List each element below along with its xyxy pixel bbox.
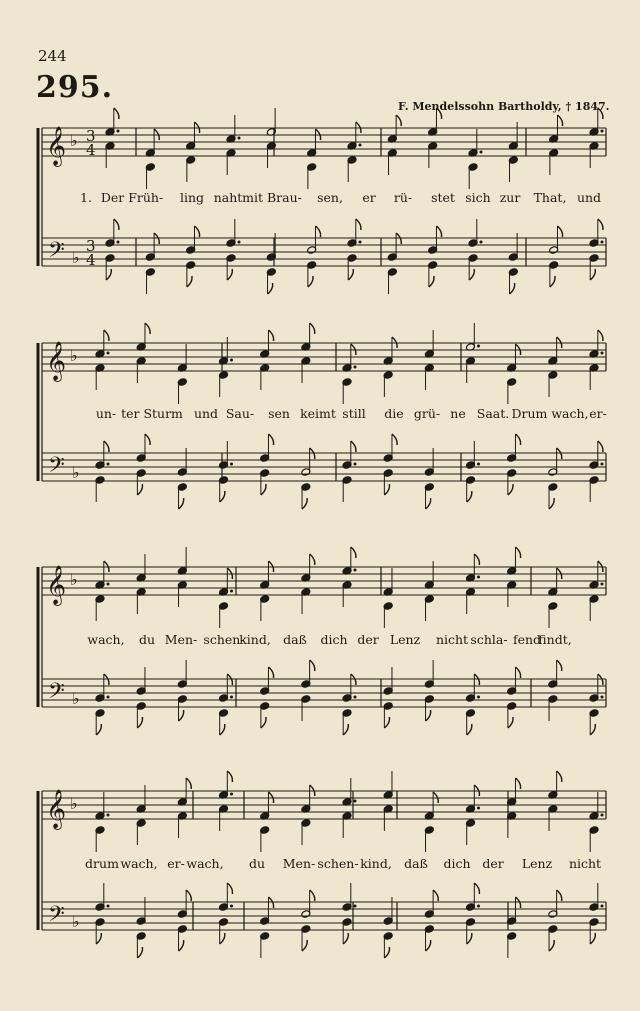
note-flag xyxy=(549,498,554,509)
note-flag xyxy=(426,710,431,721)
augmentation-dot xyxy=(354,366,357,369)
note-flag xyxy=(227,771,232,782)
note-flag xyxy=(268,434,273,445)
note-flag xyxy=(426,498,431,509)
bass-clef: 𝄢 xyxy=(48,238,65,268)
note-flag xyxy=(508,484,513,495)
note-flag xyxy=(106,269,111,280)
note-flag xyxy=(557,660,562,671)
note-flag xyxy=(467,491,472,502)
note-flag xyxy=(220,933,225,944)
note-flag xyxy=(187,276,192,287)
note-flag xyxy=(310,660,315,671)
note-flag xyxy=(268,667,273,678)
note-flag xyxy=(268,283,273,294)
augmentation-dot xyxy=(107,463,110,466)
note-flag xyxy=(467,933,472,944)
note-flag xyxy=(590,933,595,944)
key-signature-flat: ♭ xyxy=(72,248,80,267)
note-flag xyxy=(557,771,562,782)
augmentation-dot xyxy=(238,241,241,244)
augmentation-dot xyxy=(601,130,604,133)
note-flag xyxy=(227,269,232,280)
lyric-syllable: dich xyxy=(320,632,348,647)
note-flag xyxy=(261,484,266,495)
lyric-syllable: drum xyxy=(85,856,119,871)
lyric-syllable: wach, xyxy=(186,856,224,871)
lyric-syllable: ne xyxy=(450,406,466,421)
augmentation-dot xyxy=(354,569,357,572)
lyric-syllable: Lenz xyxy=(389,632,421,647)
augmentation-dot xyxy=(477,696,480,699)
augmentation-dot xyxy=(230,463,233,466)
lyric-syllable: fend xyxy=(512,632,542,647)
lyric-line-3 xyxy=(0,632,640,650)
lyric-syllable: Der Früh- xyxy=(100,190,164,205)
note-flag xyxy=(137,947,142,958)
lyric-syllable: er xyxy=(362,190,376,205)
note-flag xyxy=(302,498,307,509)
lyric-syllable: kind, xyxy=(239,632,271,647)
note-flag xyxy=(392,434,397,445)
note-flag xyxy=(179,940,184,951)
bass-clef: 𝄢 xyxy=(48,453,65,483)
lyric-syllable: nicht xyxy=(568,856,602,871)
note-flag xyxy=(515,667,520,678)
lyric-syllable: er- xyxy=(167,856,185,871)
augmentation-dot xyxy=(477,905,480,908)
note-flag xyxy=(302,940,307,951)
note-flag xyxy=(515,778,520,789)
note-flag xyxy=(179,498,184,509)
augmentation-dot xyxy=(117,241,120,244)
augmentation-dot xyxy=(354,800,357,803)
note-flag xyxy=(433,890,438,901)
note-flag xyxy=(310,323,315,334)
note-flag xyxy=(96,724,101,735)
note-flag xyxy=(343,724,348,735)
augmentation-dot xyxy=(230,590,233,593)
composer-credit: F. Mendelssohn Bartholdy, † 1847. xyxy=(398,100,610,113)
lyric-syllable: keimt xyxy=(300,406,336,421)
augmentation-dot xyxy=(480,241,483,244)
lyric-syllable: sen, xyxy=(317,190,343,205)
lyric-syllable: kind, xyxy=(360,856,392,871)
augmentation-dot xyxy=(107,814,110,817)
note-flag xyxy=(474,883,479,894)
augmentation-dot xyxy=(477,345,480,348)
note-flag xyxy=(557,226,562,237)
lyric-syllable: daß xyxy=(404,856,428,871)
augmentation-dot xyxy=(477,463,480,466)
lyric-syllable: Men- xyxy=(282,856,316,871)
lyric-syllable: schen- xyxy=(317,856,359,871)
note-flag xyxy=(104,330,109,341)
augmentation-dot xyxy=(107,352,110,355)
time-signature-bottom: 4 xyxy=(86,251,96,269)
note-flag xyxy=(467,724,472,735)
lyric-syllable: sen xyxy=(268,406,290,421)
lyric-syllable: naht xyxy=(213,190,243,205)
augmentation-dot xyxy=(117,130,120,133)
lyric-syllable: schen- xyxy=(203,632,245,647)
lyric-syllable: wach, xyxy=(120,856,158,871)
augmentation-dot xyxy=(359,144,362,147)
lyric-syllable: grü- xyxy=(413,406,441,421)
lyric-syllable: wach, xyxy=(87,632,125,647)
note-flag xyxy=(598,330,603,341)
hymn-number: 295. xyxy=(36,70,114,105)
note-flag xyxy=(145,434,150,445)
lyric-syllable: nicht xyxy=(435,632,469,647)
note-flag xyxy=(436,108,441,119)
lyric-syllable: und xyxy=(576,190,602,205)
note-flag xyxy=(179,710,184,721)
augmentation-dot xyxy=(359,241,362,244)
note-flag xyxy=(348,269,353,280)
lyric-syllable: still xyxy=(342,406,366,421)
augmentation-dot xyxy=(238,137,241,140)
lyric-syllable: du xyxy=(248,856,266,871)
lyric-syllable: der xyxy=(482,856,504,871)
augmentation-dot xyxy=(230,793,233,796)
note-flag xyxy=(308,276,313,287)
note-flag xyxy=(194,226,199,237)
augmentation-dot xyxy=(601,905,604,908)
lyric-syllable: Saat. xyxy=(476,406,510,421)
note-flag xyxy=(343,933,348,944)
note-flag xyxy=(220,491,225,502)
note-flag xyxy=(351,441,356,452)
augmentation-dot xyxy=(354,463,357,466)
note-flag xyxy=(396,115,401,126)
lyric-syllable: er- xyxy=(589,406,607,421)
augmentation-dot xyxy=(107,583,110,586)
augmentation-dot xyxy=(601,696,604,699)
note-flag xyxy=(220,724,225,735)
lyric-line-2 xyxy=(0,406,640,424)
augmentation-dot xyxy=(601,814,604,817)
lyric-syllable: ling xyxy=(179,190,205,205)
key-signature-flat: ♭ xyxy=(72,912,80,931)
note-flag xyxy=(515,434,520,445)
lyric-line-4 xyxy=(0,856,640,874)
augmentation-dot xyxy=(480,151,483,154)
note-flag xyxy=(315,226,320,237)
note-flag xyxy=(384,717,389,728)
note-flag xyxy=(474,554,479,565)
key-signature-flat: ♭ xyxy=(70,131,78,150)
note-flag xyxy=(598,219,603,230)
augmentation-dot xyxy=(601,352,604,355)
note-flag xyxy=(104,441,109,452)
note-flag xyxy=(145,323,150,334)
note-flag xyxy=(261,717,266,728)
time-signature-bottom: 4 xyxy=(86,141,96,159)
lyric-syllable: stet xyxy=(431,190,455,205)
note-flag xyxy=(515,547,520,558)
lyric-syllable: daß xyxy=(283,632,307,647)
treble-clef: 𝄞 xyxy=(46,126,67,166)
note-flag xyxy=(436,226,441,237)
key-signature-flat: ♭ xyxy=(70,346,78,365)
page-number: 244 xyxy=(38,47,67,65)
note-flag xyxy=(384,484,389,495)
lyric-syllable: schla- xyxy=(470,632,508,647)
augmentation-dot xyxy=(601,463,604,466)
key-signature-flat: ♭ xyxy=(70,794,78,813)
lyric-syllable: die xyxy=(384,406,404,421)
augmentation-dot xyxy=(107,905,110,908)
augmentation-dot xyxy=(354,696,357,699)
augmentation-dot xyxy=(230,905,233,908)
lyric-syllable: sich xyxy=(465,190,491,205)
lyric-syllable: Drum wach, xyxy=(511,406,589,421)
lyric-syllable: zur xyxy=(499,190,521,205)
lyric-syllable: dich xyxy=(443,856,471,871)
lyric-syllable: That, xyxy=(533,190,567,205)
note-flag xyxy=(557,115,562,126)
lyric-line-1 xyxy=(0,190,640,208)
note-flag xyxy=(137,717,142,728)
lyric-syllable: 1. xyxy=(80,190,92,205)
note-flag xyxy=(96,933,101,944)
time-signature-top: 3 xyxy=(86,127,96,145)
lyric-syllable: rü- xyxy=(393,190,413,205)
note-flag xyxy=(310,554,315,565)
treble-clef: 𝄞 xyxy=(46,341,67,381)
augmentation-dot xyxy=(107,696,110,699)
augmentation-dot xyxy=(601,583,604,586)
note-flag xyxy=(227,883,232,894)
note-flag xyxy=(137,484,142,495)
key-signature-flat: ♭ xyxy=(72,689,80,708)
time-signature-top: 3 xyxy=(86,237,96,255)
lyric-syllable: du xyxy=(138,632,156,647)
note-flag xyxy=(114,108,119,119)
key-signature-flat: ♭ xyxy=(72,463,80,482)
note-flag xyxy=(590,269,595,280)
augmentation-dot xyxy=(477,576,480,579)
note-flag xyxy=(351,547,356,558)
note-flag xyxy=(429,276,434,287)
treble-clef: 𝄞 xyxy=(46,789,67,829)
lyric-syllable: findt, xyxy=(538,632,572,647)
note-flag xyxy=(508,717,513,728)
note-flag xyxy=(114,219,119,230)
lyric-syllable: un- xyxy=(95,406,117,421)
note-flag xyxy=(510,283,515,294)
note-flag xyxy=(310,890,315,901)
note-flag xyxy=(557,890,562,901)
lyric-syllable: Men- xyxy=(164,632,198,647)
note-flag xyxy=(186,778,191,789)
note-flag xyxy=(268,330,273,341)
note-flag xyxy=(590,724,595,735)
augmentation-dot xyxy=(477,807,480,810)
bass-clef: 𝄢 xyxy=(48,902,65,932)
note-flag xyxy=(186,890,191,901)
lyric-syllable: der xyxy=(357,632,379,647)
lyric-syllable: und xyxy=(193,406,219,421)
lyric-syllable: mit Brau- xyxy=(242,190,302,205)
bass-clef: 𝄢 xyxy=(48,679,65,709)
augmentation-dot xyxy=(601,241,604,244)
note-flag xyxy=(549,940,554,951)
augmentation-dot xyxy=(230,696,233,699)
note-flag xyxy=(426,940,431,951)
note-flag xyxy=(469,269,474,280)
note-flag xyxy=(384,947,389,958)
augmentation-dot xyxy=(230,359,233,362)
note-flag xyxy=(356,219,361,230)
note-flag xyxy=(598,108,603,119)
lyric-syllable: Sau- xyxy=(225,406,255,421)
note-flag xyxy=(598,441,603,452)
lyric-syllable: Lenz xyxy=(521,856,553,871)
lyric-syllable: ter Sturm xyxy=(121,406,183,421)
note-flag xyxy=(550,276,555,287)
key-signature-flat: ♭ xyxy=(70,570,78,589)
augmentation-dot xyxy=(354,905,357,908)
treble-clef: 𝄞 xyxy=(46,565,67,605)
